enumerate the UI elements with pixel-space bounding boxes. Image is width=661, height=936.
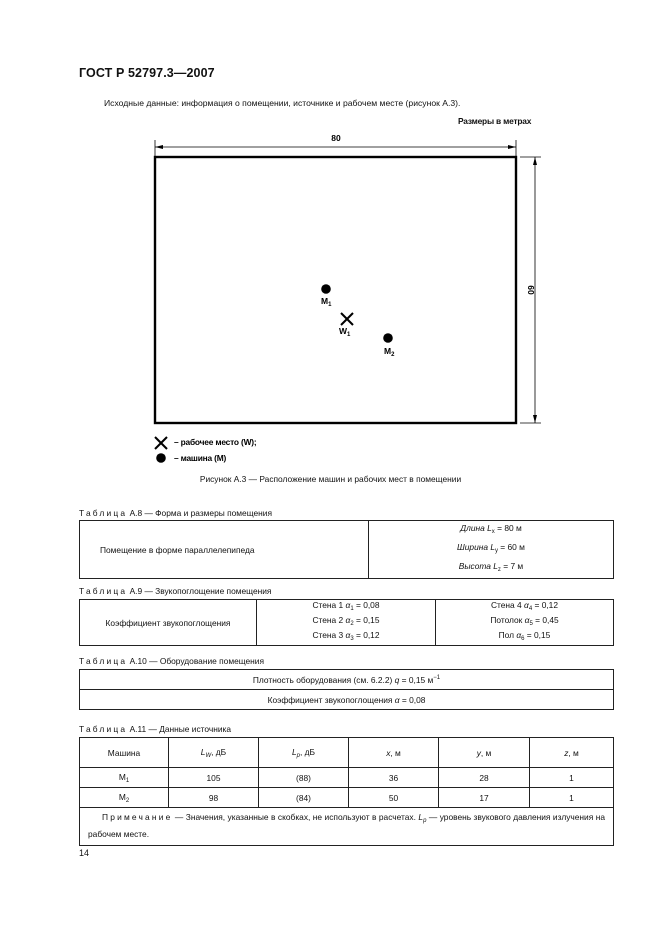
legend-work-icon (155, 437, 167, 449)
col-header-machine: Машина (80, 738, 169, 768)
table-a11-note: Примечание — Значения, указанные в скобках, не используют в расчетах. $L_p$ — уровень звукового давления излучения на рабочем месте. (80, 808, 614, 846)
table-a9-col2: Стена 4 $\alpha_4 = 0,12$ Потолок $\alpha_5 = 0,45$ Пол $\alpha_6 = 0,15$ (436, 600, 614, 646)
units-note: Размеры в метрах (458, 116, 532, 126)
table-a11-header-row (80, 738, 614, 768)
machine-m1-marker (321, 284, 331, 294)
col-header-lp: $L_p$, дБ (259, 738, 349, 768)
table-a10-absorption: Коэффициент звукопоглощения α = 0,08 (80, 690, 614, 710)
legend-machine: – машина (M) (174, 453, 227, 463)
machine-m1-label: $M_1$ (321, 296, 332, 308)
width-label: 80 (331, 133, 341, 143)
table-a11 (79, 737, 614, 846)
figure-caption: Рисунок А.3 — Расположение машин и рабочих мест в помещении (199, 474, 462, 484)
legend-machine-icon (156, 453, 166, 463)
table-a8-title: Таблица А.8 — Форма и размеры помещения (79, 508, 272, 518)
col-header-y: y, м (439, 738, 530, 768)
table-a9-left: Коэффициент звукопоглощения (80, 600, 257, 646)
table-row: $M_1$ 105 (88) 36 28 1 (80, 768, 614, 788)
table-a10-density: Плотность оборудования (см. 6.2.2) q = 0,15 $м^{-1}$ (80, 670, 614, 690)
table-row: $M_2$ 98 (84) 50 17 1 (80, 788, 614, 808)
table-a9 (79, 599, 614, 646)
table-a10-title: Таблица А.10 — Оборудование помещения (79, 656, 265, 666)
room-outline (155, 157, 516, 423)
table-a9-col1: Стена 1 $\alpha_1 = 0,08$ Стена 2 $\alpha_2 = 0,15$ Стена 3 $\alpha_3 = 0,12$ (257, 600, 436, 646)
document-header: ГОСТ Р 52797.3—2007 (79, 66, 215, 80)
table-a8 (79, 520, 614, 579)
machine-m2-label: $M_2$ (384, 346, 395, 358)
workplace-w1-marker (341, 313, 353, 325)
table-a11-note-row (80, 808, 614, 846)
col-header-x: x, м (349, 738, 439, 768)
page-number: 14 (79, 848, 90, 858)
table-a10 (79, 669, 614, 710)
col-header-lw: $L_W$, дБ (169, 738, 259, 768)
table-a11-title: Таблица А.11 — Данные источника (79, 724, 232, 734)
machine-m2-marker (383, 333, 393, 343)
room-layout-figure (140, 130, 560, 470)
table-a8-left: Помещение в форме параллелепипеда (80, 521, 369, 579)
table-a9-title: Таблица А.9 — Звукопоглощение помещения (79, 586, 272, 596)
height-label: 60 (526, 285, 536, 295)
legend-work: – рабочее место (W); (174, 437, 257, 447)
intro-text: Исходные данные: информация о помещении, источнике и рабочем месте (рисунок А.3). (104, 98, 461, 108)
workplace-w1-label: $W_1$ (339, 326, 351, 338)
table-a8-dimensions: Длина $L_x = 80$ м Ширина $L_y = 60$ м Высота $L_z = 7$ м (369, 521, 614, 579)
col-header-z: z, м (530, 738, 614, 768)
